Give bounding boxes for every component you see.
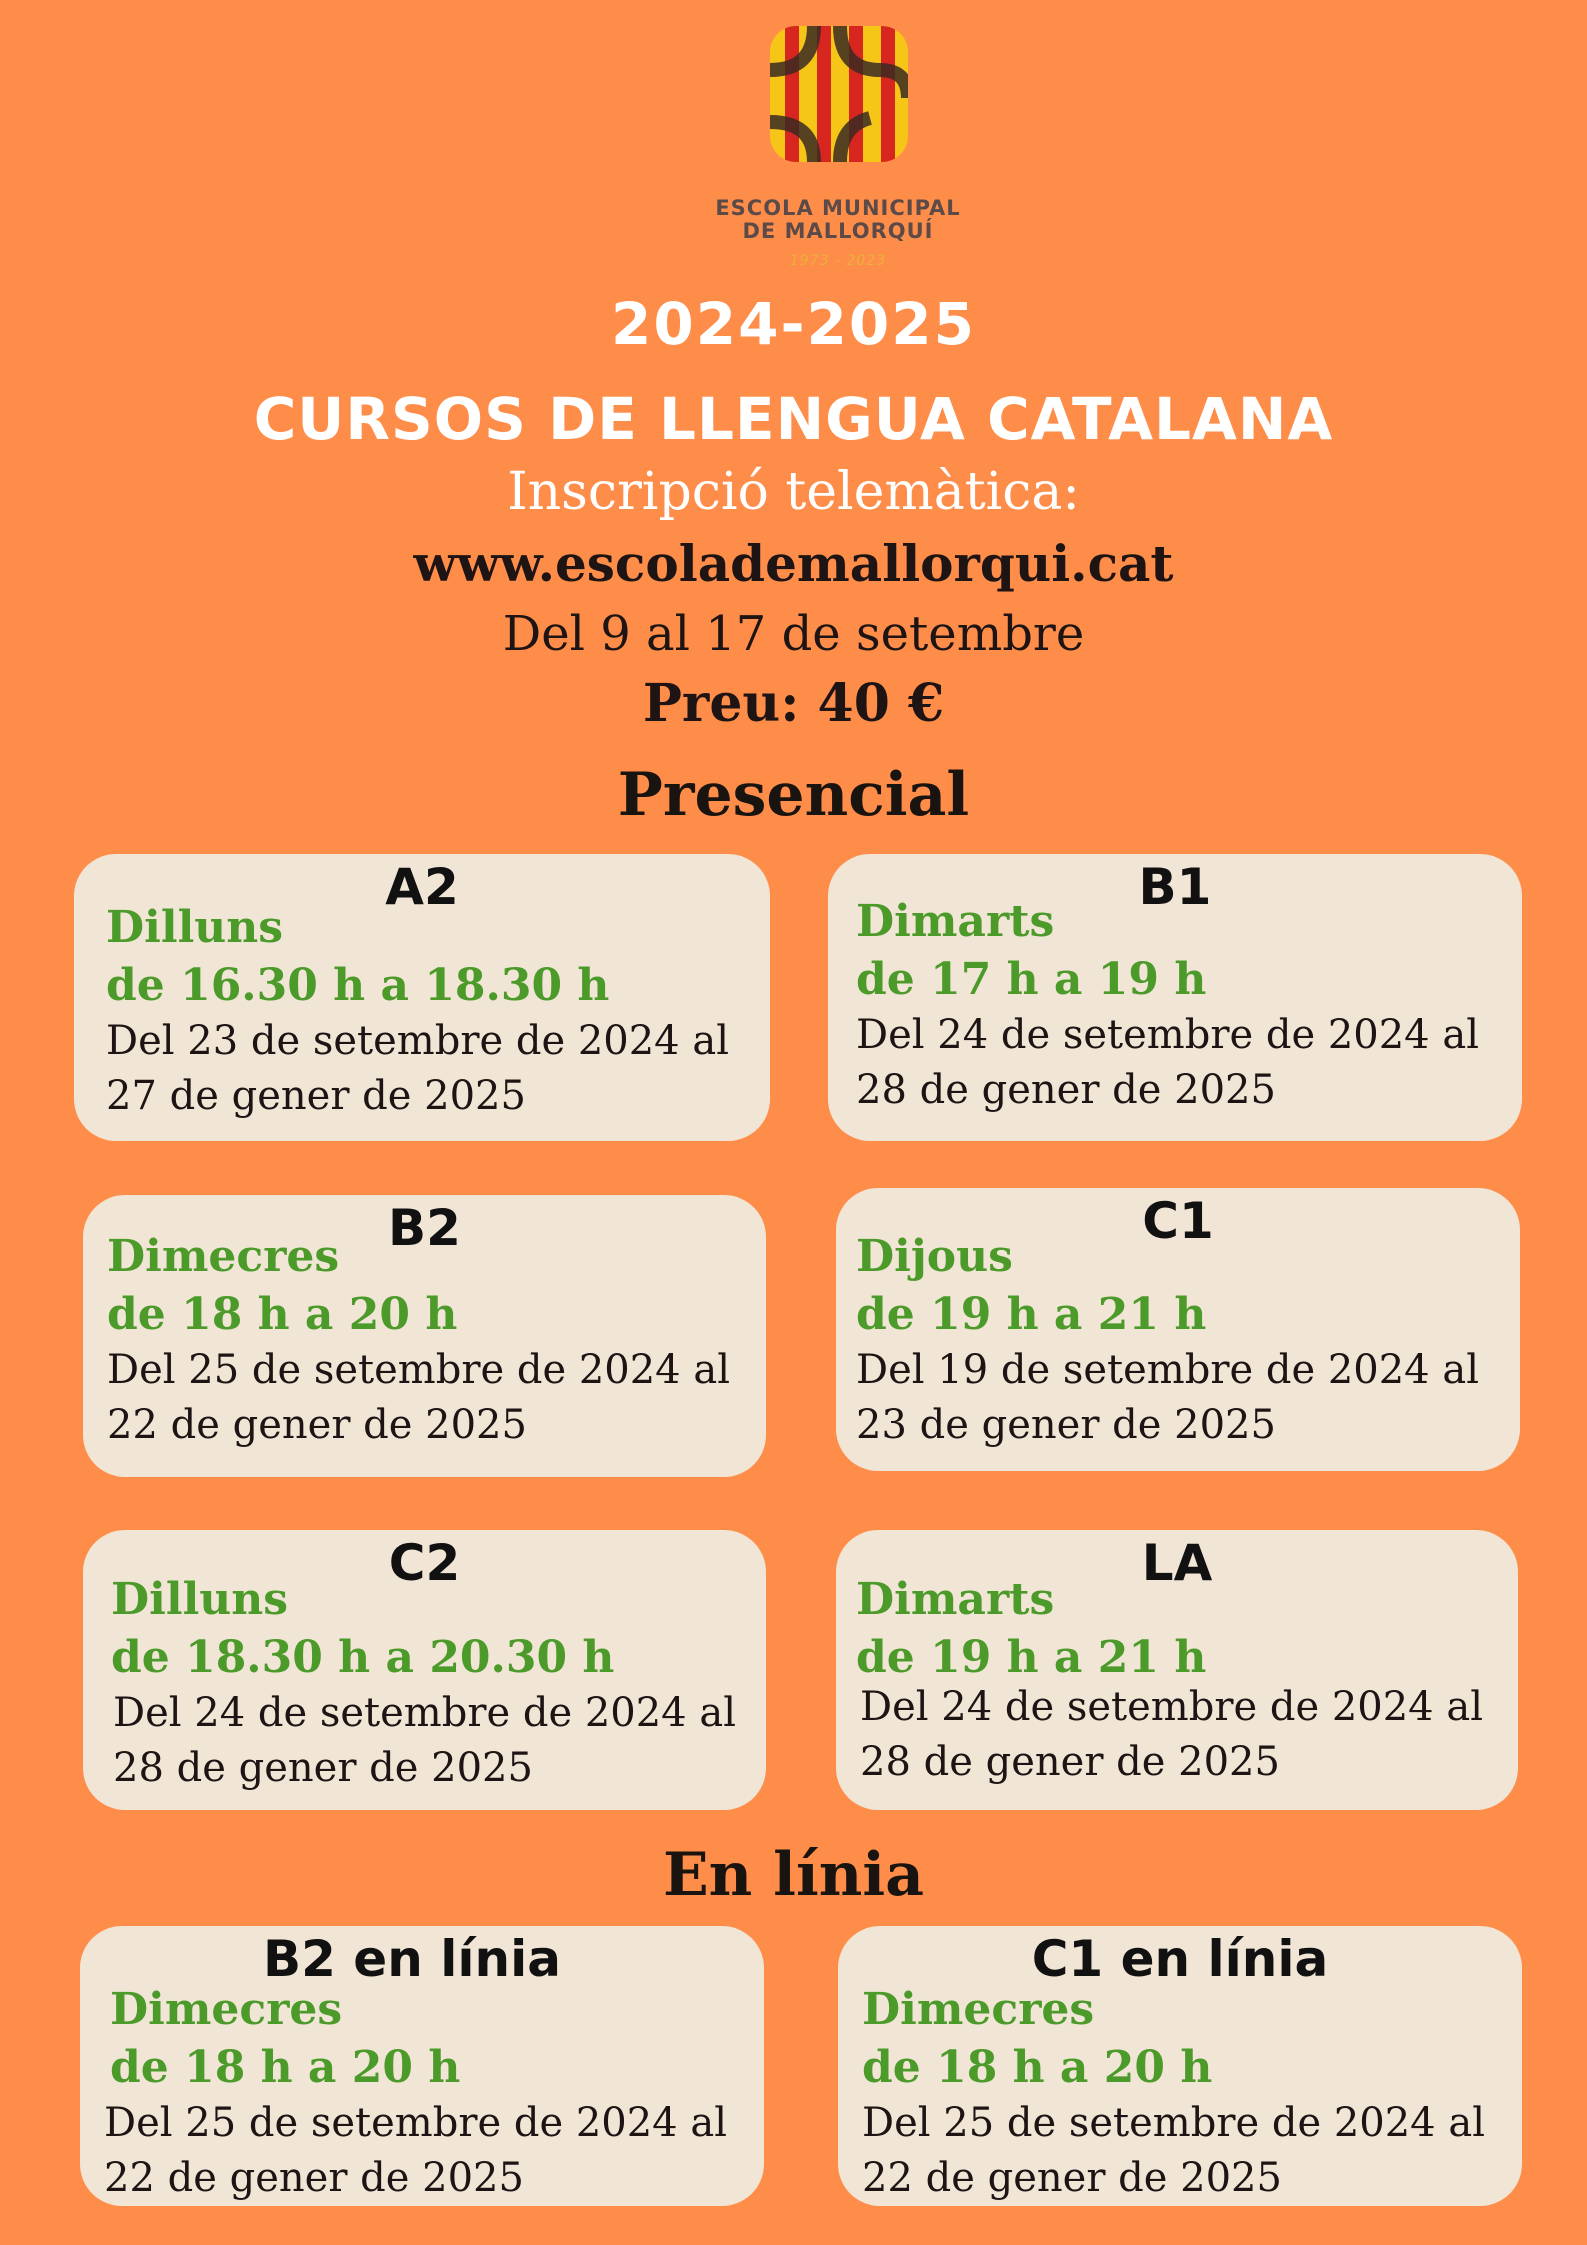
registration-dates: Del 9 al 17 de setembre	[502, 606, 1085, 662]
course-day: Dilluns	[106, 902, 284, 953]
course-card-c1-online	[838, 1926, 1522, 2206]
course-period: Del 25 de setembre de 2024 al 22 de gener de 2025	[104, 2100, 727, 2201]
website-link[interactable]: www.escolademallorqui.cat	[413, 534, 1174, 593]
course-time: de 18.30 h a 20.30 h	[111, 1632, 615, 1683]
course-time: de 18 h a 20 h	[107, 1289, 458, 1340]
course-card-a2	[74, 854, 770, 1141]
course-period: Del 24 de setembre de 2024 al 28 de gener de 2025	[860, 1684, 1483, 1785]
course-day: Dimecres	[107, 1231, 340, 1282]
price: Preu: 40 €	[642, 673, 945, 734]
course-card-c2	[83, 1530, 766, 1810]
school-name-line2: DE MALLORQUÍ	[742, 219, 934, 243]
course-time: de 17 h a 19 h	[856, 954, 1207, 1005]
section-title-presencial: Presencial	[617, 760, 970, 830]
course-level: B2 en línia	[263, 1930, 561, 1988]
course-day: Dijous	[856, 1231, 1013, 1282]
course-level: B2	[388, 1199, 461, 1257]
course-time: de 19 h a 21 h	[856, 1632, 1207, 1683]
course-time: de 16.30 h a 18.30 h	[106, 960, 610, 1011]
course-level: B1	[1138, 858, 1212, 916]
school-logo-icon	[770, 26, 908, 162]
course-time: de 18 h a 20 h	[862, 2042, 1213, 2093]
course-period: Del 24 de setembre de 2024 al 28 de gener de 2025	[113, 1690, 736, 1791]
course-period: Del 24 de setembre de 2024 al 28 de gener de 2025	[856, 1012, 1479, 1113]
course-period: Del 25 de setembre de 2024 al 22 de gener de 2025	[107, 1347, 730, 1448]
course-level: LA	[1141, 1534, 1213, 1592]
course-level: C2	[388, 1534, 461, 1592]
course-card-la	[836, 1530, 1518, 1810]
course-card-b2-online	[80, 1926, 764, 2206]
course-level: C1	[1142, 1192, 1214, 1250]
course-day: Dimecres	[862, 1984, 1095, 2035]
school-name-line1: ESCOLA MUNICIPAL	[715, 196, 961, 220]
section-title-online: En línia	[662, 1840, 925, 1910]
course-day: Dimarts	[856, 1574, 1055, 1625]
course-card-b1	[828, 854, 1522, 1141]
course-day: Dimecres	[110, 1984, 343, 2035]
course-day: Dimarts	[856, 896, 1055, 947]
page-title: CURSOS DE LLENGUA CATALANA	[253, 385, 1334, 453]
course-level: A2	[385, 858, 459, 916]
course-card-b2	[83, 1195, 766, 1477]
course-time: de 18 h a 20 h	[110, 2042, 461, 2093]
course-period: Del 19 de setembre de 2024 al 23 de gener de 2025	[856, 1347, 1479, 1448]
course-period: Del 25 de setembre de 2024 al 22 de gener de 2025	[862, 2100, 1485, 2201]
course-day: Dilluns	[111, 1574, 289, 1625]
course-level: C1 en línia	[1031, 1930, 1329, 1988]
course-card-c1	[836, 1188, 1520, 1471]
course-year: 2024-2025	[611, 290, 976, 358]
course-time: de 19 h a 21 h	[856, 1289, 1207, 1340]
course-period: Del 23 de setembre de 2024 al 27 de gener de 2025	[106, 1018, 729, 1119]
school-years: 1973 - 2023	[789, 253, 887, 269]
registration-label: Inscripció telemàtica:	[507, 462, 1080, 522]
